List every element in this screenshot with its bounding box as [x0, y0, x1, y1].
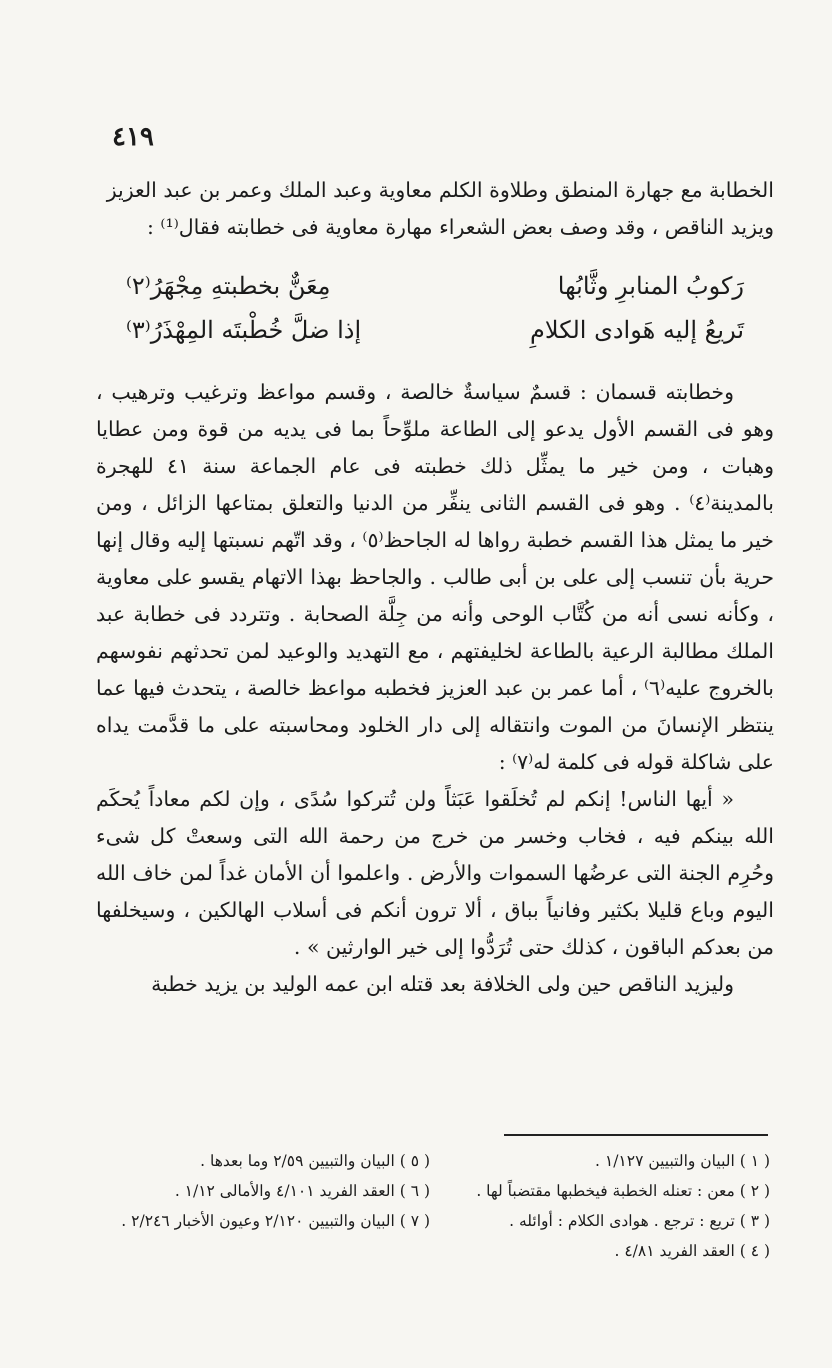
- verse-line: [126, 264, 744, 308]
- footnote: ( ٦ ) العقد الفريد ٤/١٠١ والأمالى ١/١٢ .: [174, 1182, 430, 1200]
- footnote-column-left: [110, 1146, 430, 1266]
- footnotes: [110, 1146, 770, 1266]
- footnote: ( ٢ ) معن : تعنله الخطبة فيخطبها مقتضباً لها .: [476, 1182, 770, 1200]
- footnote-column-right: [450, 1146, 770, 1266]
- intro-line: الخطابة مع جهارة المنطق وطلاوة الكلم معاوية وعبد الملك وعمر بن عبد العزيز: [106, 178, 774, 202]
- verse-second-hemistich: إذا ضلَّ خُطْبتَه المِهْذَرُ⁽٣⁾: [126, 316, 362, 344]
- verse-second-hemistich: مِعَنٌّ بخطبتهِ مِجْهَرُ⁽٢⁾: [126, 272, 331, 300]
- footnote: ( ٣ ) تريع : ترجع . هوادى الكلام : أوائله .: [509, 1212, 770, 1230]
- intro-line: ويزيد الناقص ، وقد وصف بعض الشعراء مهارة معاوية فى خطابته فقال⁽¹⁾ :: [147, 215, 774, 239]
- quotation: « أيها الناس! إنكم لم تُخلَقوا عَبَثاً ولن تُتركوا سُدًى ، وإن لكم معاداً يُحكَم الله بينكم فيه ، فخاب وخسر من خرج من رحمة الله التى وسعتْ كل شىء وحُرِم الجنة التى عرضُها السموات والأرض . واعلموا أن الأمان غداً لمن خاف الله اليوم وباع قليلا بكثير وفانياً بباق ، ألا ترون أنكم فى أسلاب الهالكين ، وسيخلفها من بعدكم الباقون ، كذلك حتى تُرَدُّوا إلى خير الوارثين » .: [96, 787, 774, 959]
- footnote: ( ١ ) البيان والتبيين ١/١٢٧ .: [595, 1152, 770, 1170]
- verse-line: [126, 308, 744, 352]
- main-text: [96, 172, 774, 1003]
- verse-first-hemistich: رَكوبُ المنابرِ وثَّابُها: [557, 272, 744, 300]
- footnote: ( ٤ ) العقد الفريد ٤/٨١ .: [614, 1242, 770, 1260]
- footnote: ( ٧ ) البيان والتبيين ٢/١٢٠ وعيون الأخبار ٢/٢٤٦ .: [121, 1212, 430, 1230]
- verse-first-hemistich: تَريعُ إليه هَوادى الكلامِ: [530, 316, 744, 344]
- page-number: ٤١٩: [112, 122, 154, 152]
- footnote: ( ٥ ) البيان والتبيين ٢/٥٩ وما بعدها .: [200, 1152, 430, 1170]
- footnote-divider: [504, 1134, 768, 1136]
- paragraph: وليزيد الناقص حين ولى الخلافة بعد قتله ابن عمه الوليد بن يزيد خطبة: [151, 972, 734, 996]
- poem-verses: [126, 264, 744, 352]
- paragraph: وخطابته قسمان : قسمٌ سياسةٌ خالصة ، وقسم مواعظ وترغيب وترهيب ، وهو فى القسم الأول يدعو إلى الطاعة ملوِّحاً بما فى يديه من قوة ومن عطايا وهبات ، ومن خير ما يمثِّل ذلك خطبته فى عام الجماعة سنة ٤١ للهجرة بالمدينة⁽٤⁾ . وهو فى القسم الثانى ينفِّر من الدنيا والتعلق بمتاعها الزائل ، ومن خير ما يمثل هذا القسم خطبة رواها له الجاحظ⁽٥⁾ ، وقد اتّهم نسبتها إليه وقال إنها حرية بأن تنسب إلى على بن أبى طالب . والجاحظ بهذا الاتهام يقسو على معاوية ، وكأنه نسى أنه من كُتَّاب الوحى وأنه من جِلَّة الصحابة . وتتردد فى خطابة عبد الملك مطالبة الرعية بالطاعة لخليفتهم ، مع التهديد والوعيد لمن تحدثهم نفوسهم بالخروج عليه⁽٦⁾ ، أما عمر بن عبد العزيز فخطبه مواعظ خالصة ، يتحدث فيها عما ينتظر الإنسانَ من الموت وانتقاله إلى دار الخلود ومحاسبته على ما قدَّمت يداه على شاكلة قوله فى كلمة له⁽٧⁾ :: [96, 380, 774, 774]
